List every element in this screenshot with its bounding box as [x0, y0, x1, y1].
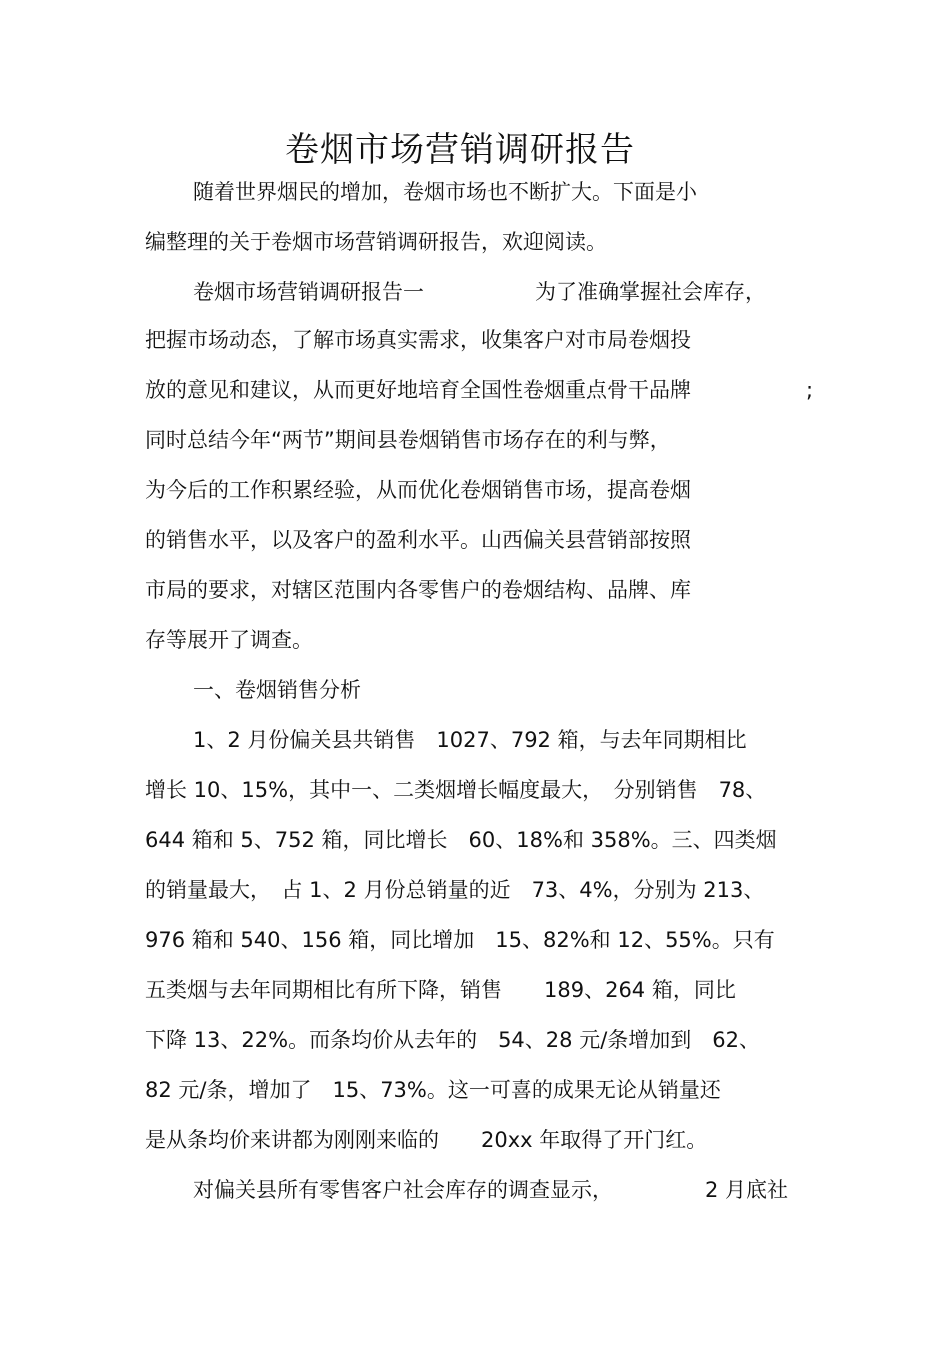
paragraph-line: 同时总结今年“两节”期间县卷烟销售市场存在的利与弊，	[145, 428, 671, 452]
paragraph-line: 下降 13、22%。而条均价从去年的 54、28 元/条增加到 62、	[145, 1028, 760, 1052]
paragraph-line: 把握市场动态，了解市场真实需求，收集客户对市局卷烟投	[145, 328, 691, 352]
paragraph-line: 1、2 月份偏关县共销售 1027、792 箱，与去年同期相比	[193, 728, 747, 752]
paragraph-line: 82 元/条，增加了 15、73%。这一可喜的成果无论从销量还	[145, 1078, 721, 1102]
paragraph-line: 市局的要求，对辖区范围内各零售户的卷烟结构、品牌、库	[145, 578, 691, 602]
paragraph-line: 对偏关县所有零售客户社会库存的调查显示，	[193, 1178, 613, 1202]
section-heading: 卷烟市场营销调研报告一	[193, 280, 424, 304]
paragraph-line: 的销售水平，以及客户的盈利水平。山西偏关县营销部按照	[145, 528, 691, 552]
paragraph-line: 随着世界烟民的增加，卷烟市场也不断扩大。下面是小	[193, 180, 697, 204]
paragraph-line: 的销量最大， 占 1、2 月份总销量的近 73、4%，分别为 213、	[145, 878, 765, 902]
paragraph-line: 为了准确掌握社会库存，	[535, 280, 766, 304]
paragraph-line: 2 月底社	[705, 1178, 789, 1202]
paragraph-line: 644 箱和 5、752 箱，同比增长 60、18%和 358%。三、四类烟	[145, 828, 777, 852]
semicolon: ;	[806, 378, 814, 402]
paragraph-line: 为今后的工作积累经验，从而优化卷烟销售市场，提高卷烟	[145, 478, 691, 502]
page-title: 卷烟市场营销调研报告	[285, 130, 635, 170]
paragraph-line: 五类烟与去年同期相比有所下降，销售 189、264 箱，同比	[145, 978, 736, 1002]
paragraph-line: 存等展开了调查。	[145, 628, 313, 652]
paragraph-line: 放的意见和建议，从而更好地培育全国性卷烟重点骨干品牌	[145, 378, 691, 402]
paragraph-line: 976 箱和 540、156 箱，同比增加 15、82%和 12、55%。只有	[145, 928, 775, 952]
section-heading: 一、卷烟销售分析	[193, 678, 361, 702]
paragraph-line: 编整理的关于卷烟市场营销调研报告，欢迎阅读。	[145, 230, 607, 254]
paragraph-line: 增长 10、15%，其中一、二类烟增长幅度最大， 分别销售 78、	[145, 778, 767, 802]
paragraph-line: 是从条均价来讲都为刚刚来临的 20xx 年取得了开门红。	[145, 1128, 708, 1152]
